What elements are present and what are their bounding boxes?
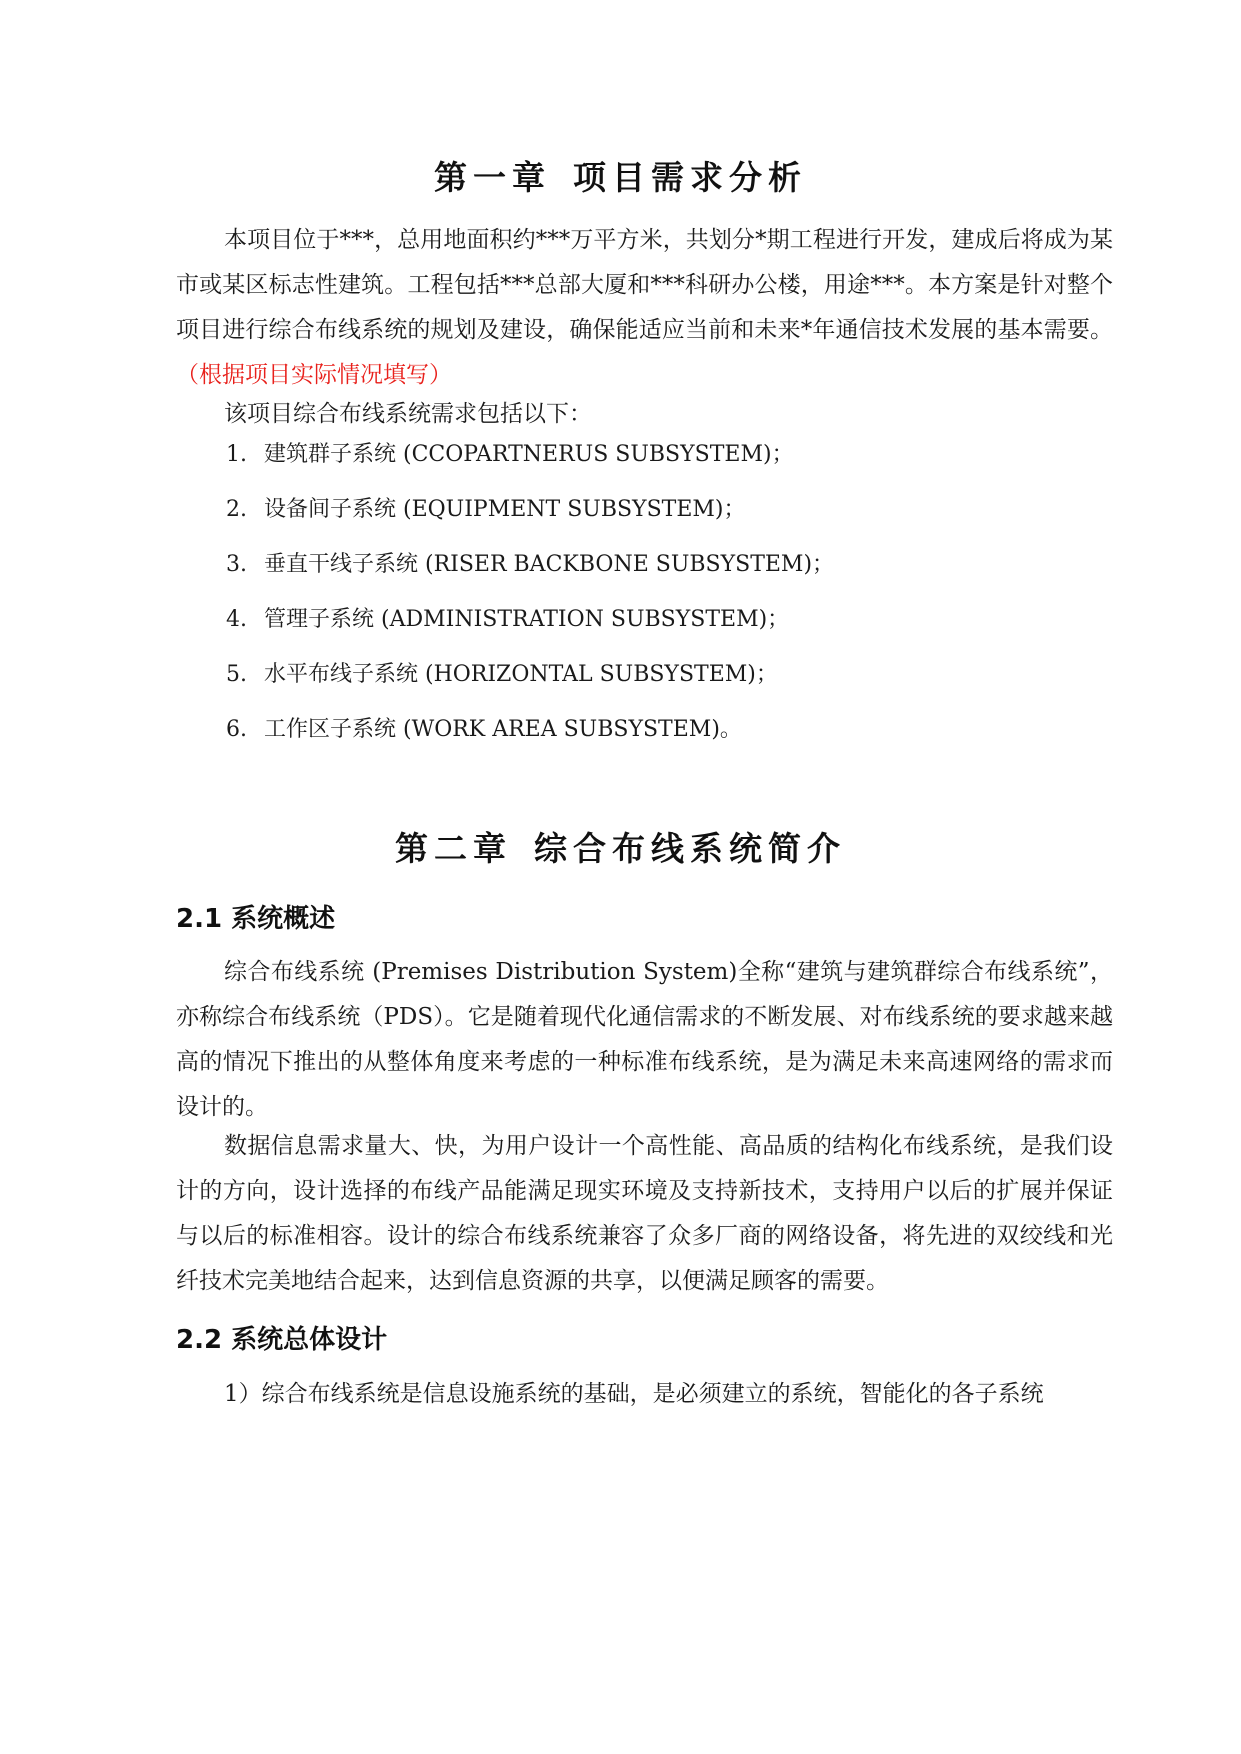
list-item-text: 水平布线子系统 (HORIZONTAL SUBSYSTEM)； — [264, 662, 778, 687]
list-item-number: 2. — [226, 497, 247, 522]
section-2-1-title: 2.1 系统概述 — [176, 904, 336, 934]
chapter-2-title — [0, 823, 1241, 870]
list-item — [226, 495, 746, 525]
list-intro: 该项目综合布线系统需求包括以下： — [224, 401, 592, 427]
chapter-2-main: 综合布线系统简介 — [534, 829, 846, 868]
chapter-1-intro-paragraph — [176, 218, 1113, 398]
list-item-number: 3. — [226, 552, 247, 577]
chapter-1-main: 项目需求分析 — [573, 158, 807, 197]
list-item — [226, 550, 834, 580]
list-item — [226, 605, 789, 635]
list-item-number: 1. — [226, 442, 247, 467]
list-item-text: 设备间子系统 (EQUIPMENT SUBSYSTEM)； — [264, 497, 746, 522]
chapter-1-prefix: 第一章 — [434, 158, 551, 197]
chapter-1-title — [0, 152, 1241, 199]
list-item-text: 管理子系统 (ADMINISTRATION SUBSYSTEM)； — [264, 607, 790, 632]
section-2-2-title: 2.2 系统总体设计 — [176, 1325, 388, 1355]
list-item — [226, 660, 778, 690]
list-item-text: 建筑群子系统 (CCOPARTNERUS SUBSYSTEM)； — [264, 442, 794, 467]
section-2-2-paragraph-1: 1）综合布线系统是信息设施系统的基础，是必须建立的系统，智能化的各子系统 — [224, 1381, 1044, 1407]
section-2-1-paragraph-2: 数据信息需求量大、快，为用户设计一个高性能、高品质的结构化布线系统，是我们设计的方向，设计选择的布线产品能满足现实环境及支持新技术，支持用户以后的扩展并保证与以后的标准相容。设计的综合布线系统兼容了众多厂商的网络设备，将先进的双绞线和光纤技术完美地结合起来，达到信息资源的共享，以便满足顾客的需要。 — [176, 1133, 1113, 1294]
intro-text: 本项目位于***，总用地面积约***万平方米，共划分*期工程进行开发，建成后将成为某市或某区标志性建筑。工程包括***总部大厦和***科研办公楼，用途***。本方案是针对整个项目进行综合布线系统的规划及建设，确保能适应当前和未来*年通信技术发展的基本需要。 — [176, 227, 1113, 343]
list-item — [226, 715, 742, 745]
list-item-text: 工作区子系统 (WORK AREA SUBSYSTEM)。 — [264, 717, 742, 742]
list-item — [226, 440, 794, 470]
list-item-number: 6. — [226, 717, 247, 742]
chapter-2-prefix: 第二章 — [395, 829, 512, 868]
list-item-number: 5. — [226, 662, 247, 687]
list-item-text: 垂直干线子系统 (RISER BACKBONE SUBSYSTEM)； — [264, 552, 835, 577]
intro-note: （根据项目实际情况填写） — [176, 362, 452, 388]
list-item-number: 4. — [226, 607, 247, 632]
section-2-1-paragraph-1: 综合布线系统 (Premises Distribution System)全称“建筑与建筑群综合布线系统”，亦称综合布线系统（PDS）。它是随着现代化通信需求的不断发展、对布线系统的要求越来越高的情况下推出的从整体角度来考虑的一种标准布线系统，是为满足未来高速网络的需求而设计的。 — [176, 959, 1113, 1120]
